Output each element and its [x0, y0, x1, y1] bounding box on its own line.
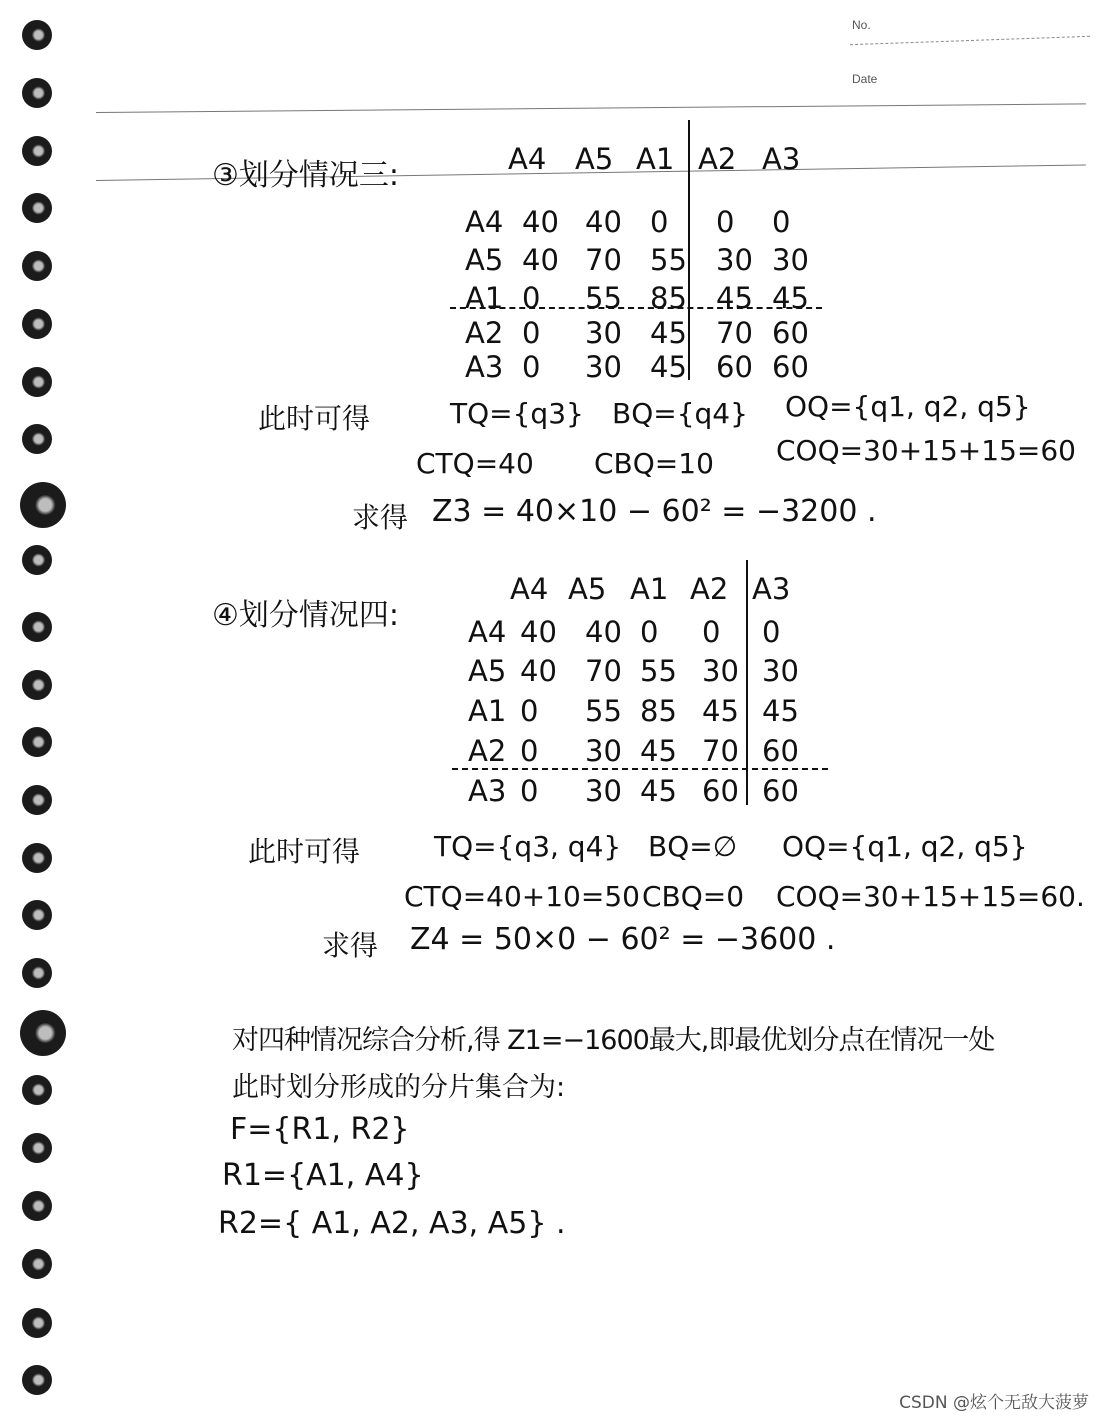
case4-cell: 55 — [585, 694, 622, 728]
binding-ring — [22, 900, 52, 930]
case3-split-horizontal — [450, 307, 822, 309]
summary-r1: R1={A1, A4} — [222, 1158, 424, 1193]
binding-rings — [18, 20, 70, 1420]
case4-col-header: A1 — [630, 572, 669, 606]
binding-ring — [22, 251, 52, 281]
binding-ring — [22, 843, 52, 873]
binding-ring — [22, 727, 52, 757]
case4-cell: 60 — [762, 734, 799, 768]
case3-bq: BQ={q4} — [612, 397, 748, 430]
case4-cell: 60 — [762, 774, 799, 808]
case3-cell: 60 — [716, 350, 753, 384]
case4-cell: 60 — [702, 774, 739, 808]
case4-bq: BQ=∅ — [648, 830, 738, 863]
case3-cell: 40 — [585, 205, 622, 239]
binding-ring — [22, 424, 52, 454]
case3-cell: 0 — [650, 205, 669, 239]
summary-line2: 此时划分形成的分片集合为: — [232, 1072, 566, 1103]
case3-split-vertical — [688, 120, 690, 380]
case3-coq: COQ=30+15+15=60 — [776, 434, 1076, 467]
case3-tq: TQ={q3} — [450, 397, 584, 430]
case4-split-horizontal — [452, 768, 828, 770]
case3-cbq: CBQ=10 — [594, 447, 714, 480]
binding-ring — [22, 193, 52, 223]
no-line — [850, 36, 1090, 45]
binding-ring — [22, 1308, 52, 1338]
binding-ring — [22, 958, 52, 988]
case4-cell: 45 — [762, 694, 799, 728]
case3-cell: 30 — [585, 350, 622, 384]
date-label: Date — [852, 72, 878, 86]
case4-col-header: A2 — [690, 572, 729, 606]
case4-cell: 0 — [520, 694, 539, 728]
summary-r2: R2={ A1, A2, A3, A5} . — [218, 1206, 566, 1241]
binding-ring — [22, 1191, 52, 1221]
case3-cell: 45 — [716, 281, 753, 315]
case4-cell: 40 — [520, 654, 557, 688]
watermark: CSDN @炫个无敌大菠萝 — [899, 1393, 1089, 1413]
case4-cell: 70 — [702, 734, 739, 768]
case4-cbq: CBQ=0 — [642, 880, 745, 913]
case4-row-header: A4 — [468, 615, 507, 649]
case3-cell: 70 — [585, 243, 622, 277]
case3-cell: 30 — [716, 243, 753, 277]
case3-row-header: A3 — [465, 350, 504, 384]
case4-cell: 70 — [585, 654, 622, 688]
case3-solve-label: 求得 — [352, 501, 409, 534]
case3-cell: 40 — [522, 243, 559, 277]
binding-ring — [22, 1249, 52, 1279]
binding-ring — [22, 309, 52, 339]
summary-f: F={R1, R2} — [230, 1112, 410, 1147]
binding-ring — [22, 785, 52, 815]
case3-result-label: 此时可得 — [258, 402, 371, 435]
case3-cell: 85 — [650, 281, 687, 315]
case3-cell: 30 — [585, 316, 622, 350]
case4-tq: TQ={q3, q4} — [434, 830, 622, 863]
case3-cell: 0 — [522, 316, 541, 350]
case3-row-header: A5 — [465, 243, 504, 277]
case3-ctq: CTQ=40 — [416, 447, 534, 480]
binding-ring — [22, 670, 52, 700]
case4-result-label: 此时可得 — [248, 835, 361, 868]
case4-oq: OQ={q1, q2, q5} — [782, 830, 1028, 863]
case3-row-header: A4 — [465, 205, 504, 239]
case4-ctq: CTQ=40+10=50 — [404, 880, 640, 913]
case4-row-header: A3 — [468, 774, 507, 808]
case3-oq: OQ={q1, q2, q5} — [785, 390, 1031, 423]
binding-ring — [22, 78, 52, 108]
case3-cell: 60 — [772, 316, 809, 350]
case4-z: Z4 = 50×0 − 60² = −3600 . — [410, 922, 836, 957]
case4-cell: 0 — [702, 615, 721, 649]
case3-cell: 45 — [772, 281, 809, 315]
case4-row-header: A1 — [468, 694, 507, 728]
case3-cell: 0 — [716, 205, 735, 239]
case3-title: ③划分情况三: — [212, 158, 400, 193]
case4-cell: 0 — [520, 734, 539, 768]
binding-ring — [22, 136, 52, 166]
case4-cell: 0 — [520, 774, 539, 808]
case3-col-header: A3 — [762, 142, 801, 176]
case3-cell: 45 — [650, 350, 687, 384]
case4-cell: 30 — [585, 774, 622, 808]
binding-ring — [22, 1133, 52, 1163]
binding-ring — [20, 482, 66, 528]
binding-ring — [22, 20, 52, 50]
case3-cell: 55 — [585, 281, 622, 315]
case3-z: Z3 = 40×10 − 60² = −3200 . — [432, 494, 877, 529]
case3-col-header: A1 — [636, 142, 675, 176]
case4-cell: 45 — [640, 774, 677, 808]
ruled-line — [96, 103, 1086, 113]
case4-cell: 45 — [702, 694, 739, 728]
binding-ring — [22, 545, 52, 575]
case4-cell: 0 — [640, 615, 659, 649]
case3-row-header: A2 — [465, 316, 504, 350]
case4-coq: COQ=30+15+15=60. — [776, 880, 1085, 913]
case4-cell: 40 — [520, 615, 557, 649]
case4-col-header: A5 — [568, 572, 607, 606]
case4-row-header: A2 — [468, 734, 507, 768]
case3-cell: 0 — [772, 205, 791, 239]
case3-cell: 55 — [650, 243, 687, 277]
binding-ring — [20, 1010, 66, 1056]
case4-row-header: A5 — [468, 654, 507, 688]
binding-ring — [22, 1075, 52, 1105]
case4-cell: 30 — [762, 654, 799, 688]
case4-col-header: A3 — [752, 572, 791, 606]
case4-cell: 45 — [640, 734, 677, 768]
case3-cell: 30 — [772, 243, 809, 277]
case4-cell: 0 — [762, 615, 781, 649]
case3-col-header: A2 — [698, 142, 737, 176]
case3-cell: 0 — [522, 281, 541, 315]
case3-col-header: A5 — [575, 142, 614, 176]
binding-ring — [22, 367, 52, 397]
case4-col-header: A4 — [510, 572, 549, 606]
binding-ring — [22, 612, 52, 642]
case3-cell: 0 — [522, 350, 541, 384]
summary-line1: 对四种情况综合分析,得 Z1=−1600最大,即最优划分点在情况一处 — [232, 1025, 995, 1056]
case3-cell: 60 — [772, 350, 809, 384]
case4-cell: 85 — [640, 694, 677, 728]
case3-col-header: A4 — [508, 142, 547, 176]
case3-cell: 70 — [716, 316, 753, 350]
case4-cell: 55 — [640, 654, 677, 688]
case4-cell: 40 — [585, 615, 622, 649]
case3-cell: 45 — [650, 316, 687, 350]
case4-title: ④划分情况四: — [212, 598, 400, 633]
case3-cell: 40 — [522, 205, 559, 239]
no-label: No. — [852, 18, 871, 32]
case4-solve-label: 求得 — [322, 929, 379, 962]
case4-cell: 30 — [702, 654, 739, 688]
case4-cell: 30 — [585, 734, 622, 768]
binding-ring — [22, 1365, 52, 1395]
case3-row-header: A1 — [465, 281, 504, 315]
